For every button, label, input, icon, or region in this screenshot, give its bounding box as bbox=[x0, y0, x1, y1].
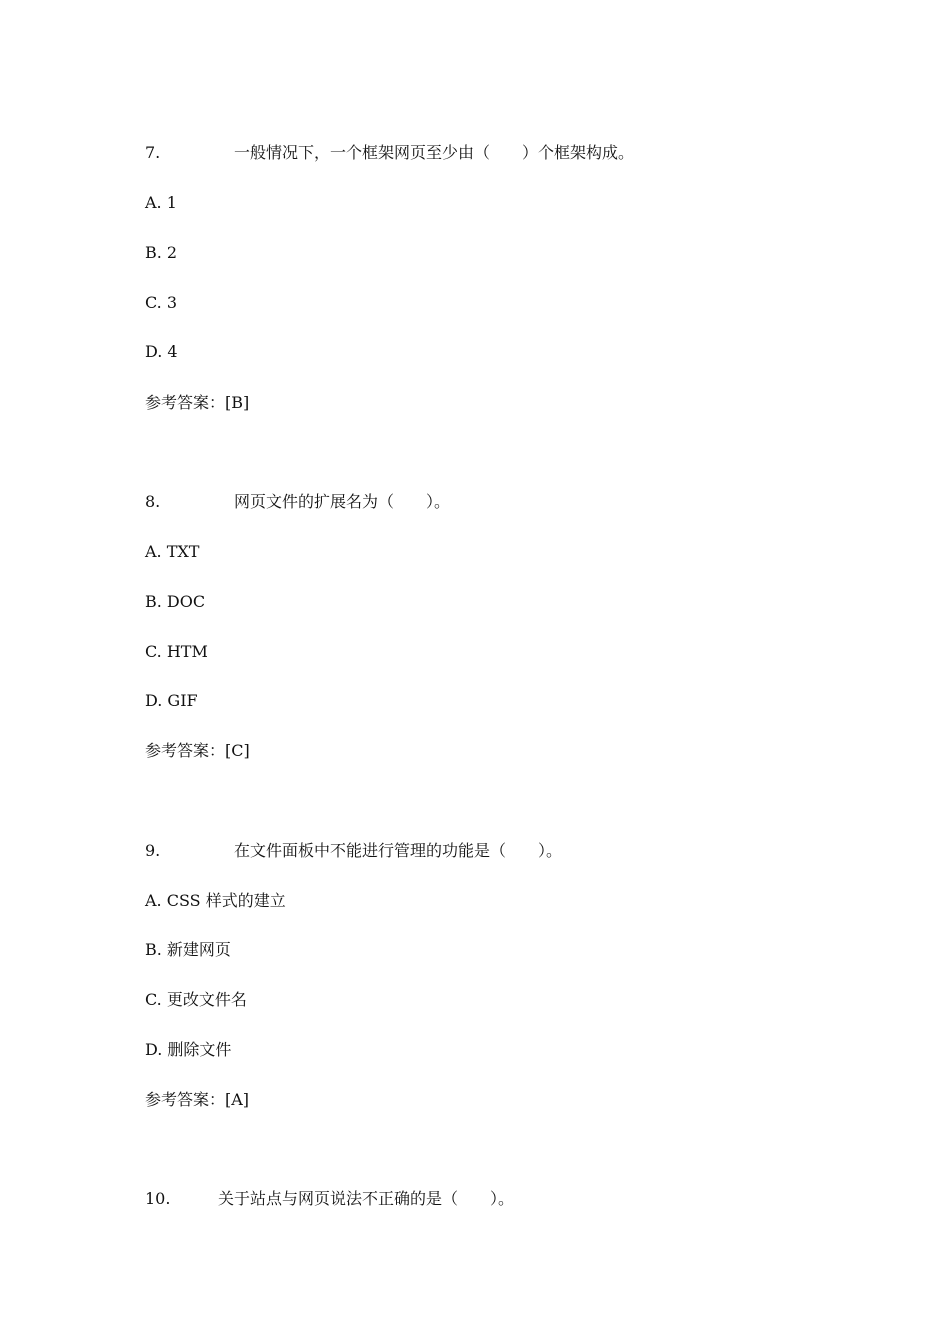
option-a: A. TXT bbox=[145, 542, 200, 561]
question-text: 网页文件的扩展名为（ ）。 bbox=[234, 492, 451, 511]
reference-answer: 参考答案：[A] bbox=[145, 1090, 250, 1109]
option-b: B. 2 bbox=[145, 243, 178, 262]
option-a: A. CSS 样式的建立 bbox=[145, 891, 286, 910]
reference-answer: 参考答案：[C] bbox=[145, 741, 250, 760]
option-d: D. GIF bbox=[145, 691, 198, 710]
option-b: B. 新建网页 bbox=[145, 940, 231, 959]
question-number: 9. bbox=[145, 841, 161, 860]
option-d: D. 删除文件 bbox=[145, 1040, 232, 1059]
question-text: 在文件面板中不能进行管理的功能是（ ）。 bbox=[234, 841, 563, 860]
option-b: B. DOC bbox=[145, 592, 206, 611]
option-c: C. HTM bbox=[145, 642, 208, 661]
question-text: 关于站点与网页说法不正确的是（ ）。 bbox=[218, 1189, 515, 1208]
question-text: 一般情况下，一个框架网页至少由（ ）个框架构成。 bbox=[234, 143, 635, 162]
question-number: 7. bbox=[145, 143, 161, 162]
reference-answer: 参考答案：[B] bbox=[145, 393, 250, 412]
option-d: D. 4 bbox=[145, 342, 178, 361]
question-number: 8. bbox=[145, 492, 161, 511]
option-c: C. 更改文件名 bbox=[145, 990, 247, 1009]
question-number: 10. bbox=[145, 1189, 171, 1208]
option-c: C. 3 bbox=[145, 293, 178, 312]
option-a: A. 1 bbox=[145, 193, 177, 212]
